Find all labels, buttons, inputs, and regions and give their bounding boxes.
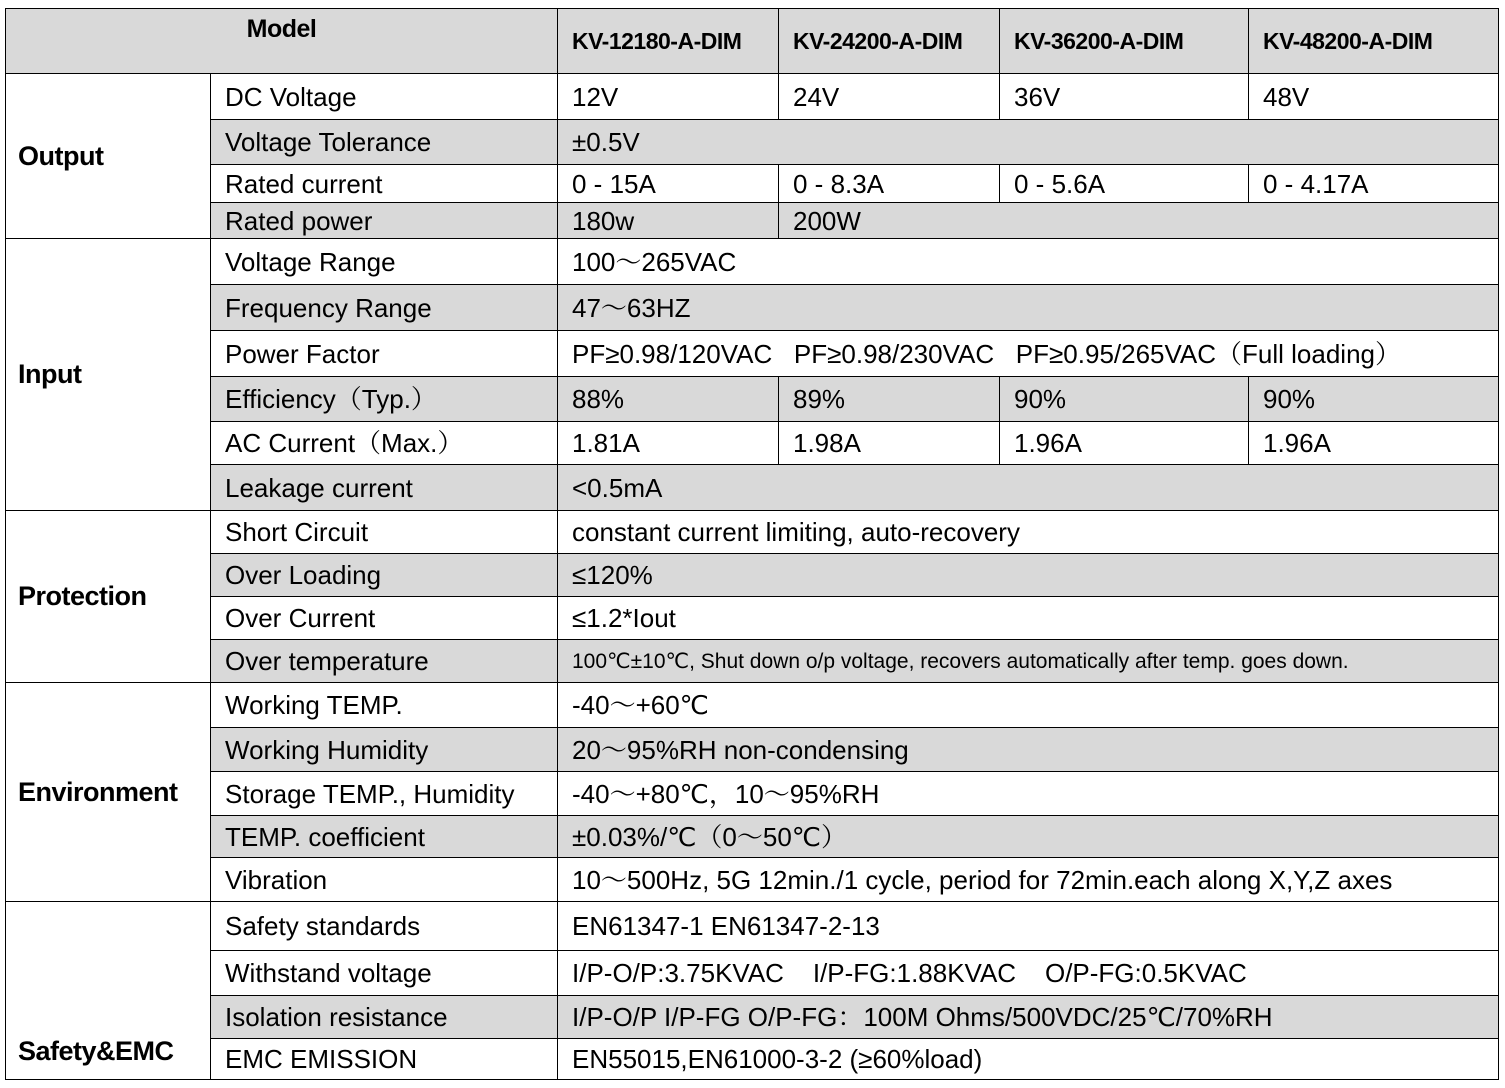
value-cell: 1.96A [1249,422,1499,465]
value-cell: EN61347-1 EN61347-2-13 [558,902,1499,951]
value-cell: 90% [1000,377,1249,422]
value-cell: ≤120% [558,554,1499,597]
table-row [6,996,1499,1039]
param-storage: Storage TEMP., Humidity [211,772,558,816]
table-row [6,858,1499,902]
value-cell: 89% [779,377,1000,422]
param-ac-current: AC Current（Max.） [211,422,558,465]
category-safety-emc: Safety&EMC [6,902,211,1080]
table-row [6,239,1499,285]
value-cell: 48V [1249,74,1499,120]
param-frequency-range: Frequency Range [211,285,558,331]
param-emc-emission: EMC EMISSION [211,1039,558,1080]
value-cell: 24V [779,74,1000,120]
param-short-circuit: Short Circuit [211,511,558,554]
table-row [6,597,1499,640]
value-cell: 1.81A [558,422,779,465]
param-vibration: Vibration [211,858,558,902]
param-over-temperature: Over temperature [211,640,558,683]
table-row [6,554,1499,597]
table-row [6,285,1499,331]
table-row [6,1039,1499,1080]
model-header: Model [6,9,558,74]
value-cell: 100～265VAC [558,239,1499,285]
value-cell: 1.96A [1000,422,1249,465]
category-output: Output [6,74,211,239]
spec-table [5,8,1499,1080]
value-cell: I/P-O/P:3.75KVAC I/P-FG:1.88KVAC O/P-FG:0.5KVAC [558,951,1499,996]
param-isolation-resistance: Isolation resistance [211,996,558,1039]
value-cell: -40～+60℃ [558,683,1499,728]
table-row [6,331,1499,377]
param-over-current: Over Current [211,597,558,640]
table-row [6,165,1499,203]
value-cell: 90% [1249,377,1499,422]
header-row [6,9,1499,74]
value-cell: 100℃±10℃, Shut down o/p voltage, recovers automatically after temp. goes down. [558,640,1499,683]
table-row [6,772,1499,816]
table-row [6,465,1499,511]
value-cell: 0 - 8.3A [779,165,1000,203]
model-name: KV-24200-A-DIM [779,9,1000,74]
table-row [6,816,1499,858]
value-cell: I/P-O/P I/P-FG O/P-FG：100M Ohms/500VDC/25℃/70%RH [558,996,1499,1039]
category-protection: Protection [6,511,211,683]
value-cell: 47～63HZ [558,285,1499,331]
table-row [6,951,1499,996]
value-cell: 88% [558,377,779,422]
value-cell: 0 - 4.17A [1249,165,1499,203]
table-row [6,422,1499,465]
value-cell: EN55015,EN61000-3-2 (≥60%load) [558,1039,1499,1080]
table-row [6,902,1499,951]
value-cell: 36V [1000,74,1249,120]
value-cell: 10～500Hz, 5G 12min./1 cycle, period for 72min.each along X,Y,Z axes [558,858,1499,902]
value-cell: ≤1.2*Iout [558,597,1499,640]
value-cell: 12V [558,74,779,120]
value-cell: 20～95%RH non-condensing [558,728,1499,772]
param-temp-coefficient: TEMP. coefficient [211,816,558,858]
value-cell: 0 - 15A [558,165,779,203]
param-dc-voltage: DC Voltage [211,74,558,120]
param-voltage-range: Voltage Range [211,239,558,285]
param-leakage-current: Leakage current [211,465,558,511]
table-row [6,640,1499,683]
param-voltage-tolerance: Voltage Tolerance [211,120,558,165]
param-rated-current: Rated current [211,165,558,203]
param-efficiency: Efficiency（Typ.） [211,377,558,422]
category-environment: Environment [6,683,211,902]
value-cell: ±0.03%/℃（0～50℃） [558,816,1499,858]
table-row [6,74,1499,120]
model-name: KV-48200-A-DIM [1249,9,1499,74]
param-withstand-voltage: Withstand voltage [211,951,558,996]
table-row [6,683,1499,728]
value-cell: 1.98A [779,422,1000,465]
value-cell: ±0.5V [558,120,1499,165]
value-cell: -40～+80℃，10～95%RH [558,772,1499,816]
category-input: Input [6,239,211,511]
value-cell: constant current limiting, auto-recovery [558,511,1499,554]
param-over-loading: Over Loading [211,554,558,597]
table-row [6,203,1499,239]
table-row [6,728,1499,772]
value-cell: 200W [779,203,1499,239]
table-row [6,511,1499,554]
value-cell: PF≥0.98/120VAC PF≥0.98/230VAC PF≥0.95/265VAC（Full loading） [558,331,1499,377]
param-working-humidity: Working Humidity [211,728,558,772]
param-rated-power: Rated power [211,203,558,239]
model-name: KV-36200-A-DIM [1000,9,1249,74]
table-row [6,120,1499,165]
table-row [6,377,1499,422]
param-safety-standards: Safety standards [211,902,558,951]
value-cell: <0.5mA [558,465,1499,511]
value-cell: 0 - 5.6A [1000,165,1249,203]
value-cell: 180w [558,203,779,239]
param-working-temp: Working TEMP. [211,683,558,728]
model-name: KV-12180-A-DIM [558,9,779,74]
param-power-factor: Power Factor [211,331,558,377]
